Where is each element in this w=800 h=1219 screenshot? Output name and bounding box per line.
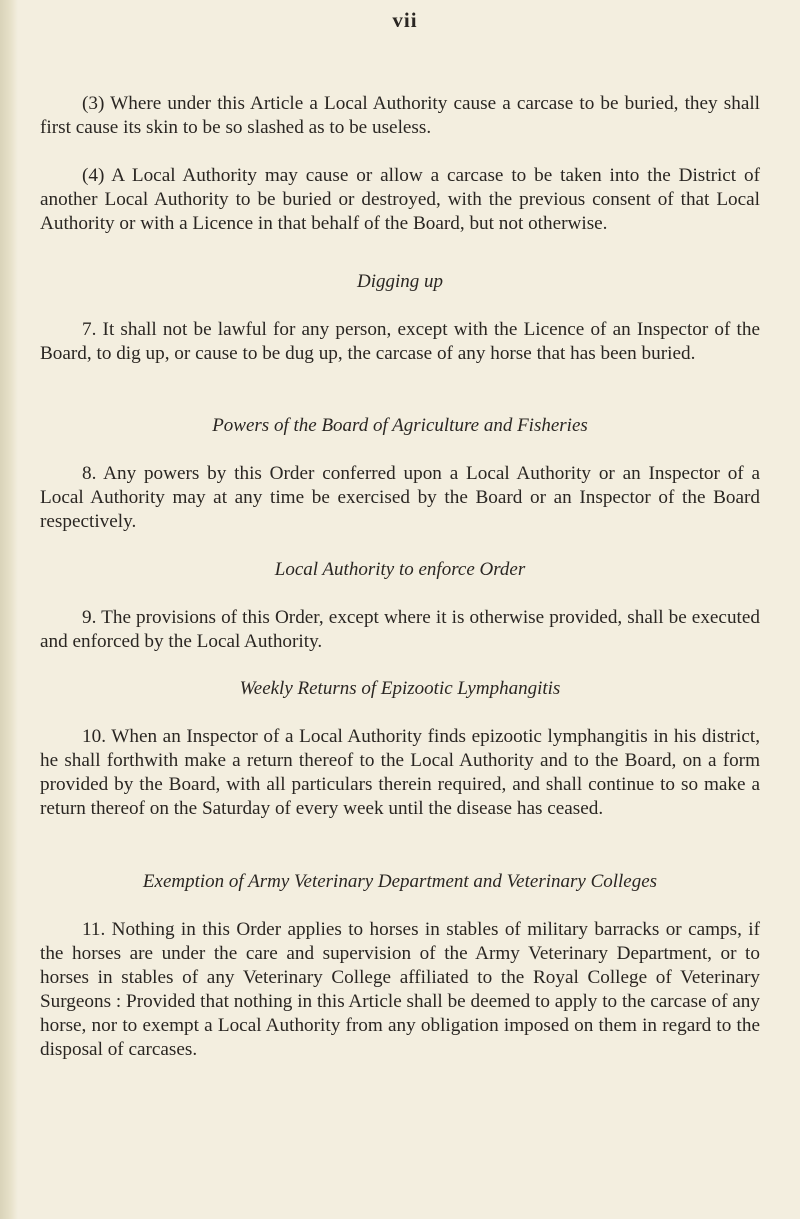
page-number: vii xyxy=(392,8,418,32)
heading-local-authority-enforce: Local Authority to enforce Order xyxy=(274,559,526,580)
document-page xyxy=(40,0,770,1219)
heading-digging-up: Digging up xyxy=(356,271,444,292)
page-binding-edge xyxy=(0,0,18,1219)
heading-powers-of-board: Powers of the Board of Agriculture and Fisheries xyxy=(212,415,588,436)
article-6-paragraph-4: (4) A Local Authority may cause or allow a carcase to be taken into the District of another Local Authority to be buried or destroyed, with the previous consent of that Local Authority or with a Licence in that behalf of the Board, but not otherwise. xyxy=(40,165,760,234)
article-9-paragraph: 9. The provisions of this Order, except where it is otherwise provided, shall be executed and enforced by the Local Authority. xyxy=(40,607,760,652)
heading-weekly-returns: Weekly Returns of Epizootic Lymphangitis xyxy=(239,678,561,699)
article-10-paragraph: 10. When an Inspector of a Local Authority finds epizootic lymphangitis in his district, he shall forthwith make a return thereof to the Local Authority and to the Board, on a form provided by the Board, with all particulars therein required, and shall continue to so make a return thereof on the Saturday of every week until the disease has ceased. xyxy=(40,726,760,819)
article-8-paragraph: 8. Any powers by this Order conferred upon a Local Authority or an Inspector of a Local Authority may at any time be exercised by the Board or an Inspector of the Board respectively. xyxy=(40,463,760,532)
article-11-paragraph: 11. Nothing in this Order applies to horses in stables of military barracks or camps, if the horses are under the care and supervision of the Army Veterinary Department, or to horses in stables of any Veterinary College affiliated to the Royal College of Veterinary Surgeons : Provided that nothing in this Article shall be deemed to apply to the carcase of any horse, nor to exempt a Local Authority from any obligation imposed on them in regard to the disposal of carcases. xyxy=(40,919,760,1060)
heading-exemption: Exemption of Army Veterinary Department and Veterinary Colleges xyxy=(142,871,658,892)
article-7-paragraph: 7. It shall not be lawful for any person, except with the Licence of an Inspector of the Board, to dig up, or cause to be dug up, the carcase of any horse that has been buried. xyxy=(40,319,760,364)
article-6-paragraph-3: (3) Where under this Article a Local Authority cause a carcase to be buried, they shall first cause its skin to be so slashed as to be useless. xyxy=(40,93,760,138)
